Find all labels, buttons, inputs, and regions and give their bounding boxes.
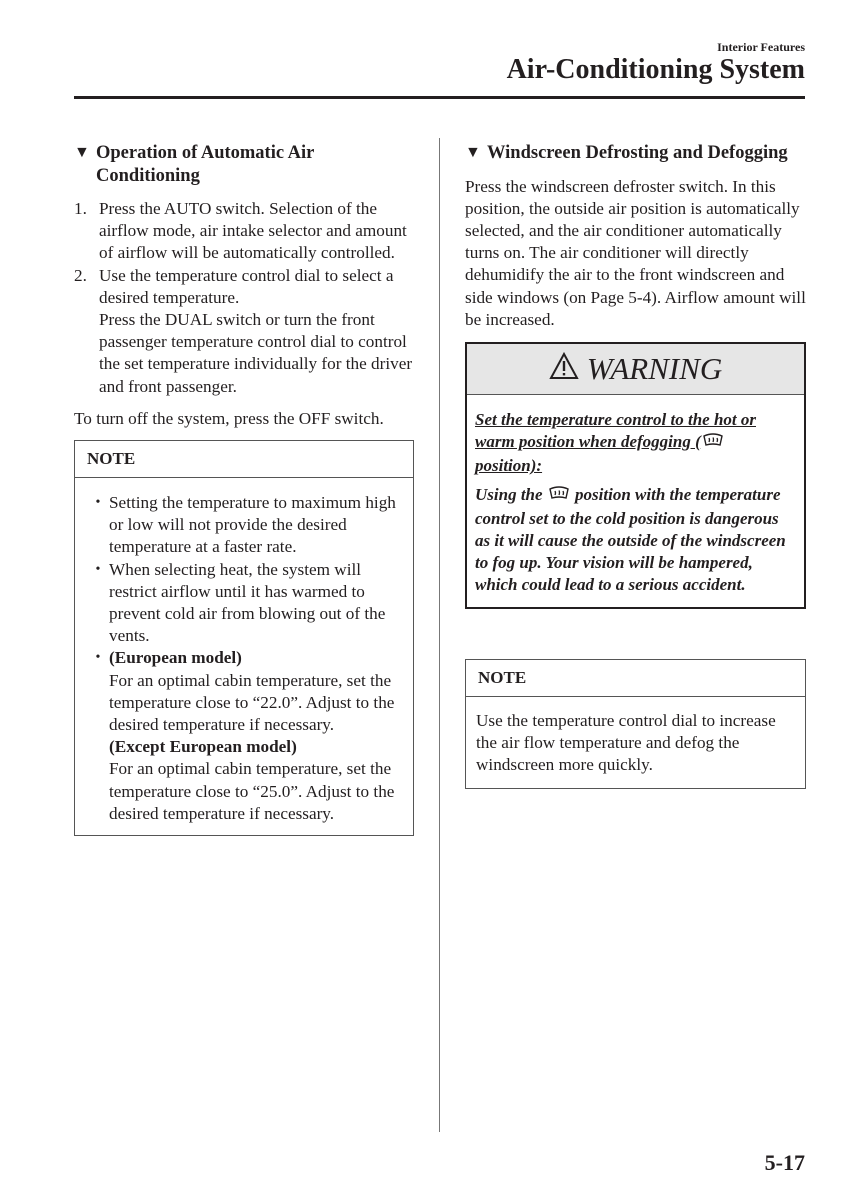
- note-label: NOTE: [75, 441, 413, 478]
- warning-text: [475, 484, 796, 597]
- warning-text-start: Using the: [475, 484, 547, 504]
- note-body: Use the temperature control dial to increase the air flow temperature and defog the windscreen more quickly.: [476, 710, 776, 774]
- step-item: [74, 198, 414, 265]
- note-bullet-text: Setting the temperature to maximum high or low will not provide the desired temperature at a faster rate.: [109, 493, 396, 557]
- european-model-text: For an optimal cabin temperature, set the temperature close to “22.0”. Adjust to the desired temperature if necessary.: [109, 670, 395, 735]
- step-number: 1.: [74, 199, 87, 218]
- note-bullets: [87, 492, 401, 825]
- bullet-dot-icon: •: [95, 495, 101, 511]
- page-number: 5-17: [764, 1150, 805, 1175]
- step-text-continued: Press the DUAL switch or turn the front passenger temperature control dial to control the set temperature individually for the driver and front passenger.: [99, 310, 413, 396]
- note-bullet: [87, 559, 401, 648]
- note-box-left: [74, 440, 414, 836]
- section-heading-defrost: [465, 142, 806, 165]
- warning-title: WARNING: [586, 350, 723, 386]
- warning-header: [467, 344, 804, 395]
- note-bullet-text: When selecting heat, the system will restrict airflow until it has warmed to prevent cold air from blowing out of the vents.: [109, 559, 386, 646]
- note-label: NOTE: [466, 660, 805, 697]
- note-bullet: [87, 492, 401, 559]
- step-number: 2.: [74, 265, 87, 285]
- steps-list: [74, 198, 414, 398]
- step-item: [74, 265, 414, 398]
- bullet-dot-icon: •: [95, 650, 101, 666]
- warning-triangle-icon: [549, 352, 579, 386]
- defrost-paragraph: Press the windscreen defroster switch. In this position, the outside air position is automatically selected, and the air conditioner automatically turns on. The air conditioner will directly dehumidify the air to the front windscreen and side windows (on Page 5-4). Airflow amount will be increased.: [465, 176, 806, 329]
- except-european-label: (Except European model): [109, 737, 297, 757]
- note-bullet-body: [109, 647, 401, 825]
- warning-box: [465, 342, 806, 609]
- step-text: Use the temperature control dial to select a desired temperature.: [99, 265, 394, 307]
- section-heading-text: Operation of Automatic Air Conditioning: [96, 143, 315, 186]
- column-divider: [439, 138, 440, 1132]
- note-body: [75, 478, 413, 835]
- section-heading-auto-ac: [74, 142, 414, 187]
- note-box-right: [465, 659, 806, 790]
- warning-text-end: position with the temperature control set to the cold position is dangerous as it will cause the outside of the windscreen to fog up. Your vision will be hampered, which could lead to a serious accident.: [475, 484, 786, 595]
- note-bullet: [87, 647, 401, 825]
- bullet-dot-icon: •: [95, 561, 101, 577]
- header-rule: [74, 96, 805, 99]
- left-column: [74, 142, 414, 836]
- triangle-down-icon: ▼: [74, 144, 90, 161]
- triangle-down-icon: ▼: [465, 144, 481, 161]
- warning-sub-text: Set the temperature control to the hot or warm position when defogging (: [475, 409, 756, 452]
- step-text: Press the AUTO switch. Selection of the airflow mode, air intake selector and amount of airflow will be automatically controlled.: [99, 199, 407, 263]
- right-column: [465, 142, 806, 789]
- warning-sub-text-end: position):: [475, 456, 543, 476]
- defroster-icon: [548, 486, 570, 508]
- step-body: [99, 265, 414, 398]
- except-european-text: For an optimal cabin temperature, set the temperature close to “25.0”. Adjust to the desired temperature if necessary.: [109, 759, 395, 823]
- page-title: Air-Conditioning System: [506, 54, 805, 85]
- defroster-icon: [702, 433, 724, 455]
- warning-subheading: [475, 409, 796, 478]
- header-section: Interior Features: [717, 40, 805, 54]
- warning-body: [467, 395, 804, 607]
- off-instruction: To turn off the system, press the OFF switch.: [74, 408, 384, 428]
- european-model-label: (European model): [109, 648, 242, 668]
- section-heading-text: Windscreen Defrosting and Defogging: [487, 143, 788, 163]
